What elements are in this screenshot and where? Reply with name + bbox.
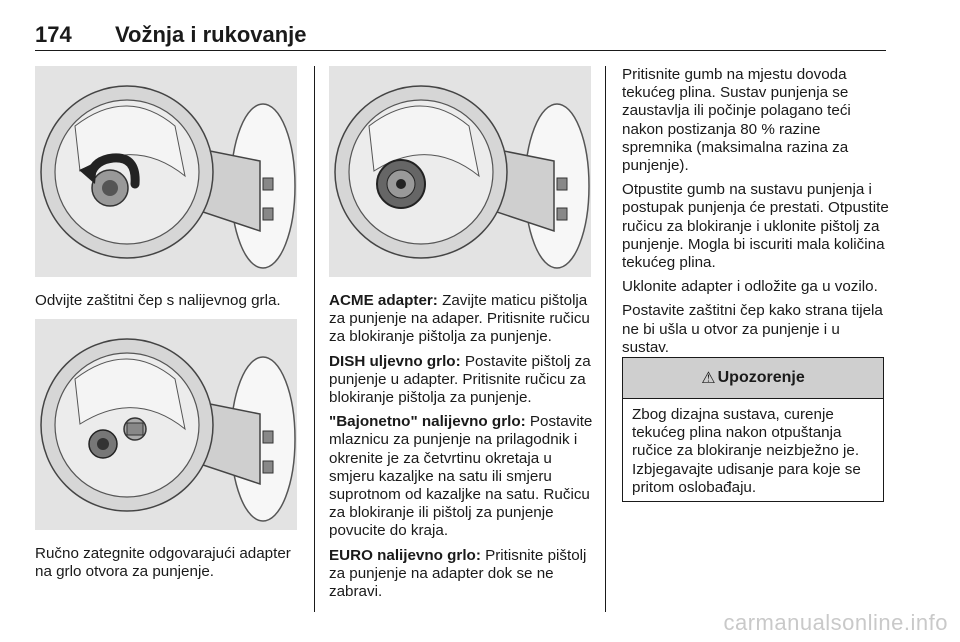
caption-unscrew-cap: Odvijte zaštitni čep s nalijevnog grla. [35, 292, 281, 309]
dish-text: Postavite pištolj za punjenje u adapter. Pritisnite ručicu za blokiranje pištolja za punjenje. [329, 352, 591, 407]
warning-title: Upozorenje [717, 369, 805, 386]
column2-instructions [329, 292, 597, 607]
bayonet-label: "Bajonetno" nalijevno grlo: [329, 413, 526, 431]
page-title: Vožnja i rukovanje [115, 22, 307, 47]
warning-header [623, 358, 883, 399]
euro-text: Pritisnite pištolj za punjenje na adapter dok se ne zabravi. [329, 546, 587, 601]
replace-cap-paragraph: Postavite zaštitni čep kako strana tijela ne bi ušla u otvor za punjenje i u sustav. [622, 302, 883, 356]
remove-adapter-paragraph: Uklonite adapter i odložite ga u vozilo. [622, 278, 878, 296]
press-button-paragraph: Pritisnite gumb na mjestu dovoda tekućeg plina. Sustav punjenja se zaustavlja ili počinje polagano teći nakon postizanja 80 % razine spremnika (maksimalna razina za punjenje). [622, 66, 851, 175]
release-button-paragraph: Otpustite gumb na sustavu punjenja i postupak punjenja će prestati. Otpustite ručicu za blokiranje i uklonite pištolj za punjenje. Mogla bi iscuriti mala količina tekućeg plina. [622, 181, 889, 272]
fuel-cap-unscrew-illustration [35, 66, 297, 277]
column3-instructions [622, 66, 890, 363]
column-divider-1 [314, 66, 315, 612]
acme-adapter-label: ACME adapter: [329, 292, 438, 309]
dish-label: DISH uljevno grlo: [329, 352, 461, 370]
bayonet-text: Postavite mlaznicu za punjenje na prilagodnik i okrenite je za četvrtinu okretaja u smjeru kazaljke na satu ili smjeru suprotnom od kazaljke na satu. Ručicu za blokiranje ili pištolj za punjenje povucite do kraja. [329, 413, 593, 540]
warning-text: Zbog dizajna sustava, curenje tekućeg plina nakon otpuštanja ručice za blokiranje neizbježno je. Izbjegavajte udisanje para koje se pritom oslobađaju. [632, 406, 861, 496]
column-divider-2 [605, 66, 606, 612]
caption-tighten-adapter: Ručno zategnite odgovarajući adapter na grlo otvora za punjenje. [35, 545, 291, 581]
euro-label: EURO nalijevno grlo: [329, 546, 481, 564]
warning-icon: ⚠ [701, 370, 716, 387]
page-header [35, 18, 886, 51]
adapter-closeup-illustration [329, 66, 591, 277]
bayonet-paragraph [329, 413, 597, 540]
warning-box [622, 357, 884, 502]
euro-paragraph [329, 547, 597, 602]
page-number: 174 [35, 22, 72, 47]
acme-adapter-text: Zavijte maticu pištolja za punjenje na adaper. Pritisnite ručicu za blokiranje pištolja za punjenje. [329, 292, 590, 346]
watermark: carmanualsonline.info [723, 610, 948, 635]
dish-paragraph [329, 353, 597, 408]
acme-adapter-paragraph [329, 292, 597, 347]
adapter-attached-illustration [35, 319, 297, 530]
